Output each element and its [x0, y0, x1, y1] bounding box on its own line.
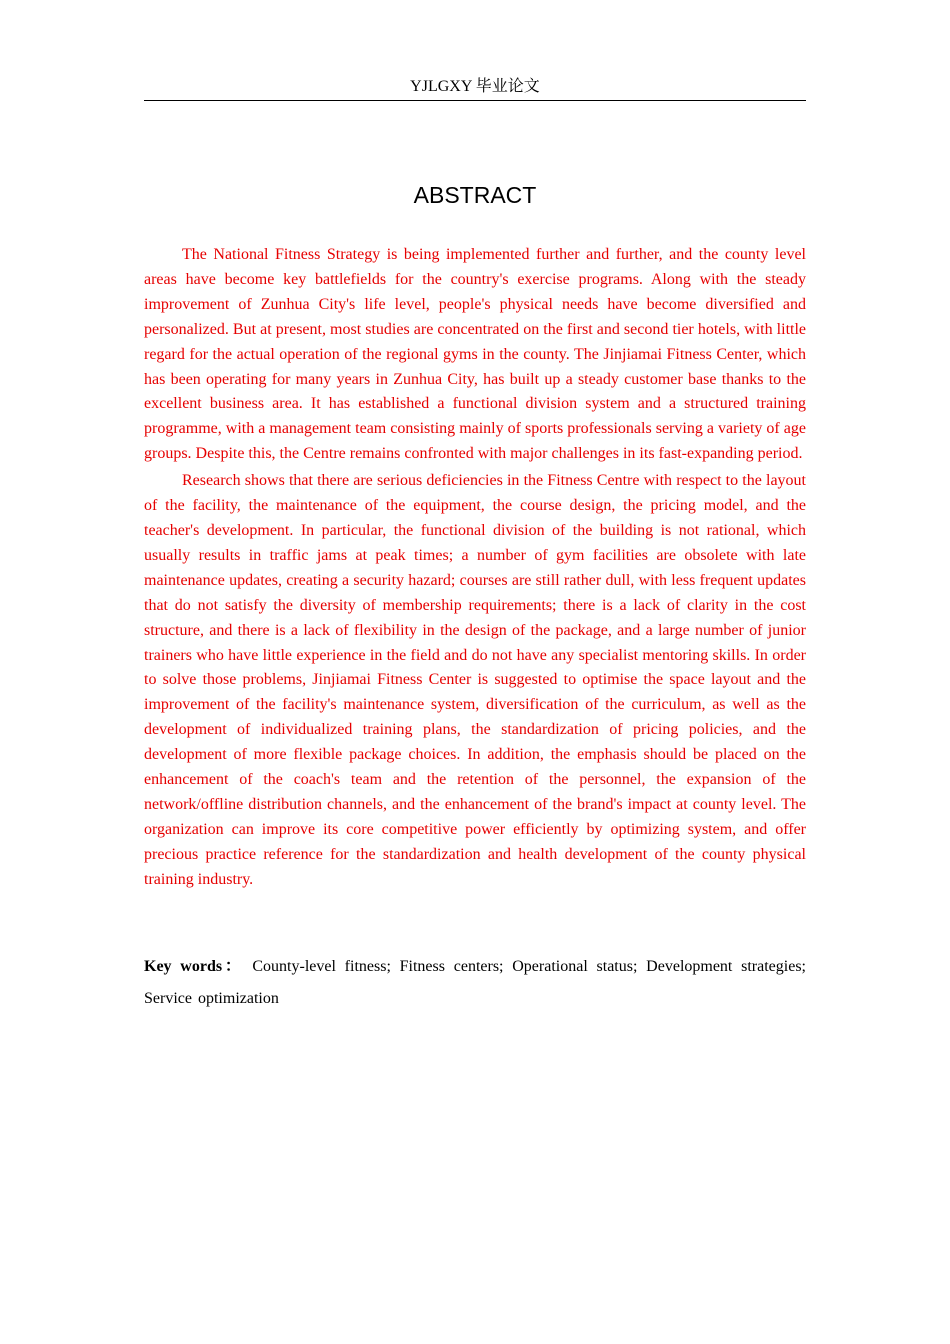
abstract-paragraph-2: Research shows that there are serious deficiencies in the Fitness Centre with respect to the layout of the facility, the maintenance of the equipment, the course design, the pricing model, and the teacher's development. In particular, the functional division of the building is not rational, which usually results in traffic jams at peak times; a number of gym facilities are obsolete with late maintenance updates, creating a security hazard; courses are still rather dull, with less frequent updates that do not satisfy the diversity of membership requirements; there is a lack of clarity in the cost structure, and there is a lack of flexibility in the design of the package, and a large number of junior trainers who have little experience in the field and do not have any specialist mentoring skills. In order to solve those problems, Jinjiamai Fitness Center is suggested to optimise the space layout and the improvement of the facility's maintenance system, diversification of the curriculum, as well as the development of individualized training plans, the standardization of pricing policies, and the development of more flexible package choices. In addition, the emphasis should be placed on the enhancement of the coach's team and the retention of the personnel, the expansion of the network/offline distribution channels, and the enhancement of the brand's impact at county level. The organization can improve its core competitive power efficiently by optimizing system, and offer precious practice reference for the standardization and health development of the county physical training industry.	[144, 472, 806, 888]
keywords-text: County-level fitness; Fitness centers; Operational status; Development strategies; Service optimization	[144, 958, 807, 1007]
header-rule	[144, 100, 806, 101]
keywords-line	[144, 951, 806, 1015]
running-header: YJLGXY 毕业论文	[410, 78, 540, 95]
keywords-label: Key words：	[144, 958, 244, 975]
abstract-body	[144, 243, 806, 895]
abstract-paragraph-1: The National Fitness Strategy is being implemented further and further, and the county level areas have become key battlefields for the country's exercise programs. Along with the steady improvement of Zunhua City's life level, people's physical needs have become diversified and personalized. But at present, most studies are concentrated on the first and second tier hotels, with little regard for the actual operation of the regional gyms in the county. The Jinjiamai Fitness Center, which has been operating for many years in Zunhua City, has built up a steady customer base thanks to the excellent business area. It has established a functional division system and a structured training programme, with a management team consisting mainly of sports professionals serving a variety of age groups. Despite this, the Centre remains confronted with major challenges in its fast-expanding period.	[144, 246, 806, 463]
abstract-title: ABSTRACT	[413, 182, 537, 208]
